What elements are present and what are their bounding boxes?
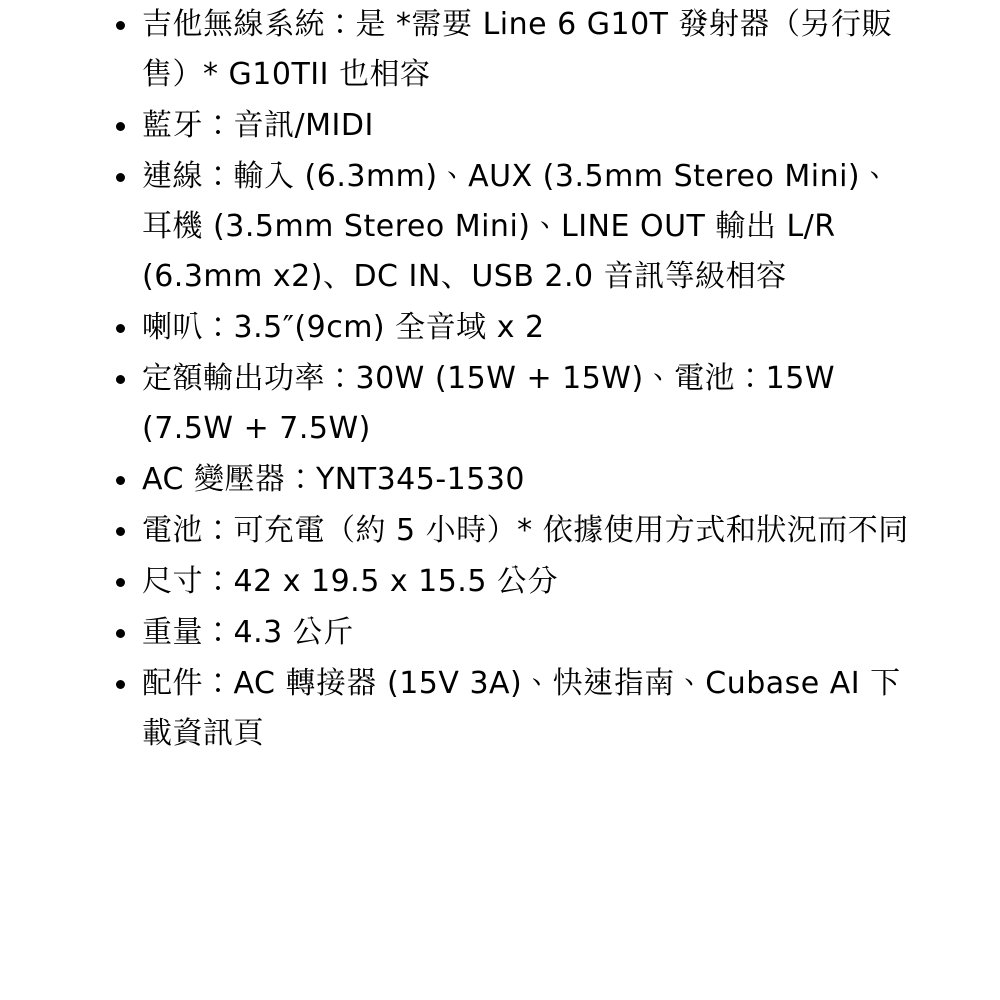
list-item xyxy=(110,303,910,353)
bullet-icon xyxy=(114,659,126,709)
spec-item-speakers: 喇叭：3.5″(9cm) 全音域 x 2 xyxy=(142,310,545,345)
bullet-icon xyxy=(114,101,126,151)
list-item xyxy=(110,506,910,556)
spec-item-accessories: 配件：AC 轉接器 (15V 3A)、快速指南、Cubase AI 下載資訊頁 xyxy=(142,666,901,751)
list-item xyxy=(110,0,910,100)
bullet-icon xyxy=(114,557,126,607)
bullet-icon xyxy=(114,152,126,202)
bullet-icon xyxy=(114,506,126,556)
bullet-icon xyxy=(114,0,126,50)
bullet-icon xyxy=(114,455,126,505)
list-item xyxy=(110,455,910,505)
spec-item-guitar-wireless: 吉他無線系統：是 *需要 Line 6 G10T 發射器（另行販售）* G10TII 也相容 xyxy=(142,7,893,92)
list-item xyxy=(110,354,910,454)
bullet-icon xyxy=(114,608,126,658)
spec-item-dimensions: 尺寸：42 x 19.5 x 15.5 公分 xyxy=(142,564,558,599)
list-item xyxy=(110,152,910,302)
spec-item-weight: 重量：4.3 公斤 xyxy=(142,615,354,650)
specification-list xyxy=(110,0,910,759)
bullet-icon xyxy=(114,354,126,404)
spec-item-connections: 連線：輸入 (6.3mm)、AUX (3.5mm Stereo Mini)、耳機 (3.5mm Stereo Mini)、LINE OUT 輸出 L/R (6.3mm x2)、DC IN、USB 2.0 音訊等級相容 xyxy=(142,159,891,294)
spec-item-bluetooth: 藍牙：音訊/MIDI xyxy=(142,108,374,143)
list-item xyxy=(110,659,910,759)
list-item xyxy=(110,608,910,658)
spec-item-ac-adaptor: AC 變壓器：YNT345-1530 xyxy=(142,462,526,497)
spec-item-battery: 電池：可充電（約 5 小時）* 依據使用方式和狀況而不同 xyxy=(142,513,909,548)
bullet-icon xyxy=(114,303,126,353)
list-item xyxy=(110,557,910,607)
list-item xyxy=(110,101,910,151)
spec-item-rated-power: 定額輸出功率：30W (15W + 15W)、電池：15W (7.5W + 7.5W) xyxy=(142,361,836,446)
